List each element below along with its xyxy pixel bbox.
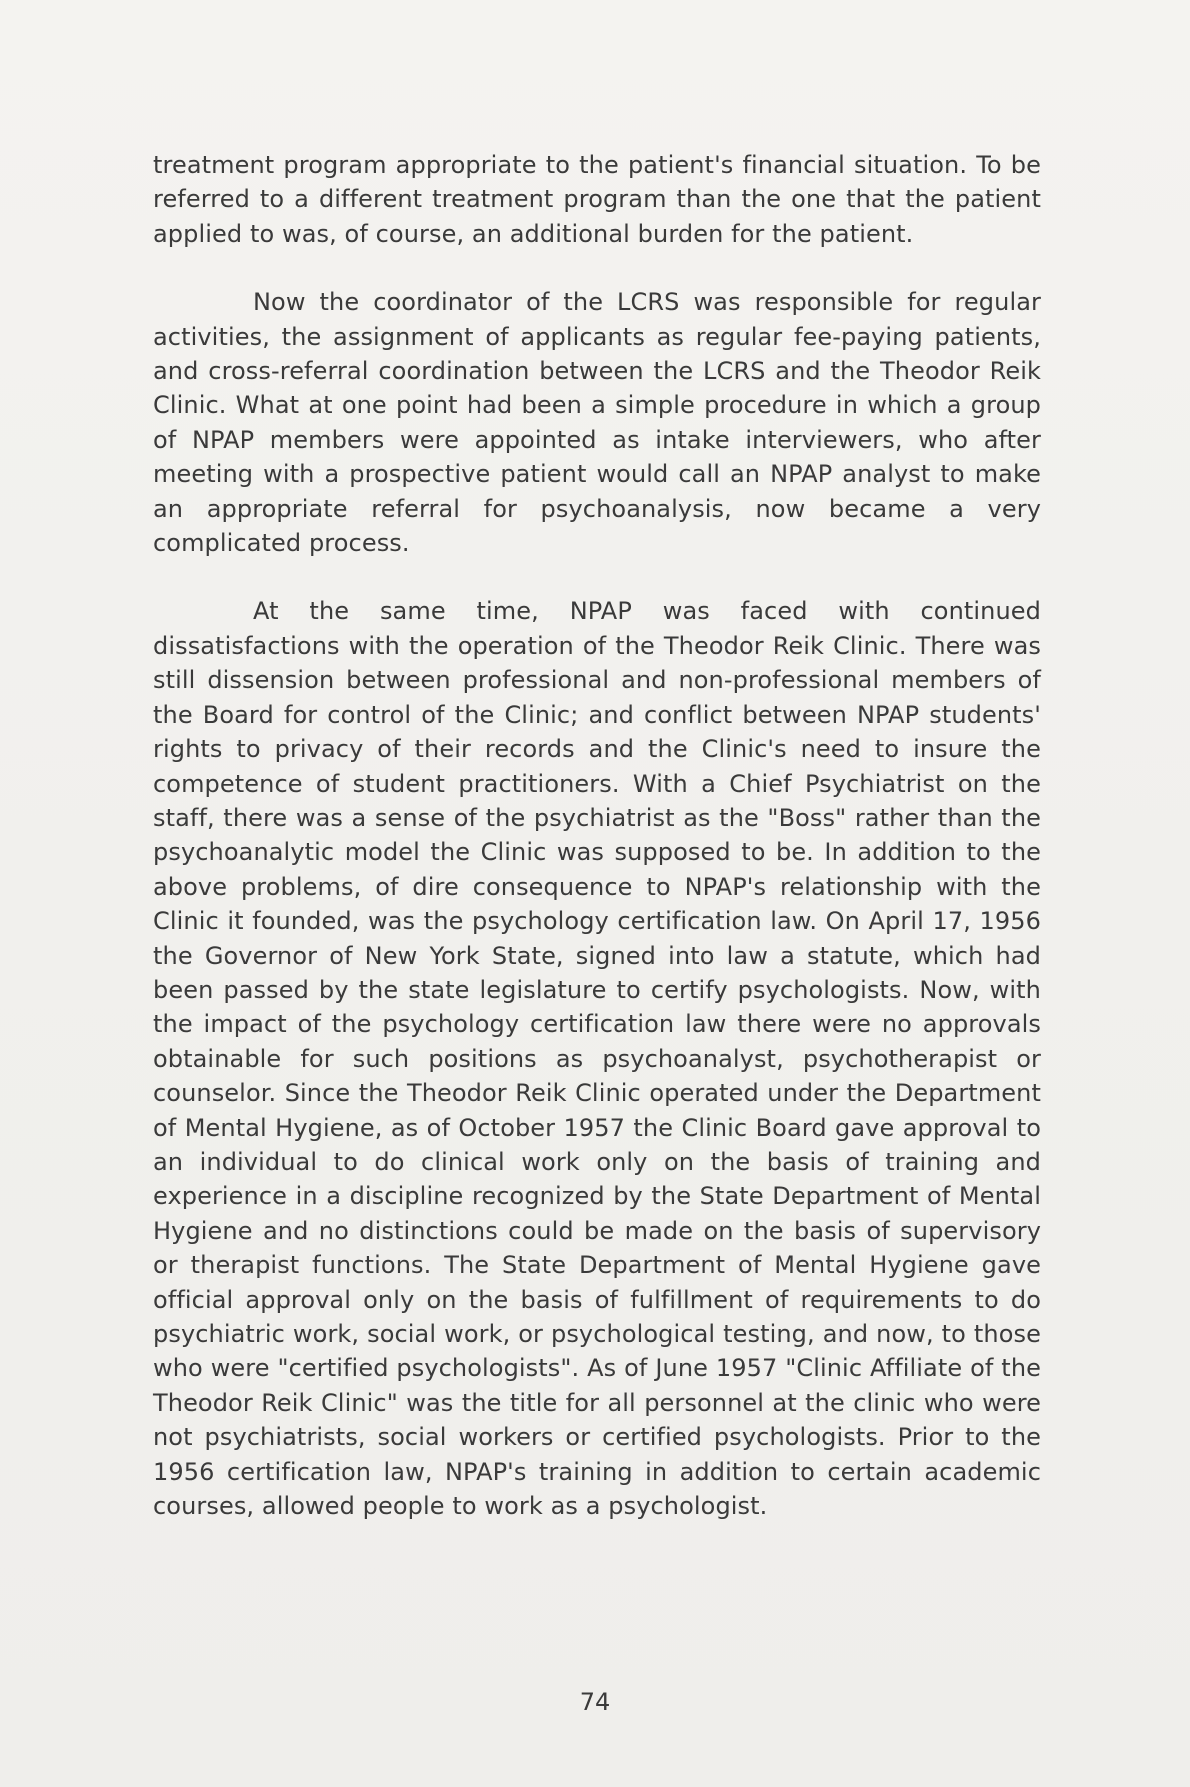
body-text bbox=[153, 148, 1041, 1523]
paragraph-lcrs-coordinator: Now the coordinator of the LCRS was responsible for regular activities, the assignment of applicants as regular fee-paying patients, and cross-referral coordination between the LCRS and the Theodor Reik Clinic. What at one point had been a simple procedure in which a group of NPAP members were appointed as intake interviewers, who after meeting with a prospective patient would call an NPAP analyst to make an appropriate referral for psychoanalysis, now became a very complicated process. bbox=[153, 288, 1041, 558]
paragraph-continuation: treatment program appropriate to the patient's financial situation. To be referred to a different treatment program than the one that the patient applied to was, of course, an additional burden for the patient. bbox=[153, 151, 1041, 248]
paragraph-clinic-dissatisfactions: At the same time, NPAP was faced with continued dissatisfactions with the operation of the Theodor Reik Clinic. There was still dissension between professional and non-professional members of the Board for control of the Clinic; and conflict between NPAP students' rights to privacy of their records and the Clinic's need to insure the competence of student practitioners. With a Chief Psychiatrist on the staff, there was a sense of the psychiatrist as the "Boss" rather than the psychoanalytic model the Clinic was supposed to be. In addition to the above problems, of dire consequence to NPAP's relationship with the Clinic it founded, was the psychology certification law. On April 17, 1956 the Governor of New York State, signed into law a statute, which had been passed by the state legislature to certify psychologists. Now, with the impact of the psychology certification law there were no approvals obtainable for such positions as psychoanalyst, psychotherapist or counselor. Since the Theodor Reik Clinic operated under the Department of Mental Hygiene, as of October 1957 the Clinic Board gave approval to an individual to do clinical work only on the basis of training and experience in a discipline recognized by the State Department of Mental Hygiene and no distinctions could be made on the basis of supervisory or therapist functions. The State Department of Mental Hygiene gave official approval only on the basis of fulfillment of requirements to do psychiatric work, social work, or psychological testing, and now, to those who were "certified psychologists". As of June 1957 "Clinic Affiliate of the Theodor Reik Clinic" was the title for all personnel at the clinic who were not psychiatrists, social workers or certified psychologists. Prior to the 1956 certification law, NPAP's training in addition to certain academic courses, allowed people to work as a psychologist. bbox=[153, 597, 1041, 1521]
page-number: 74 bbox=[579, 1688, 611, 1716]
